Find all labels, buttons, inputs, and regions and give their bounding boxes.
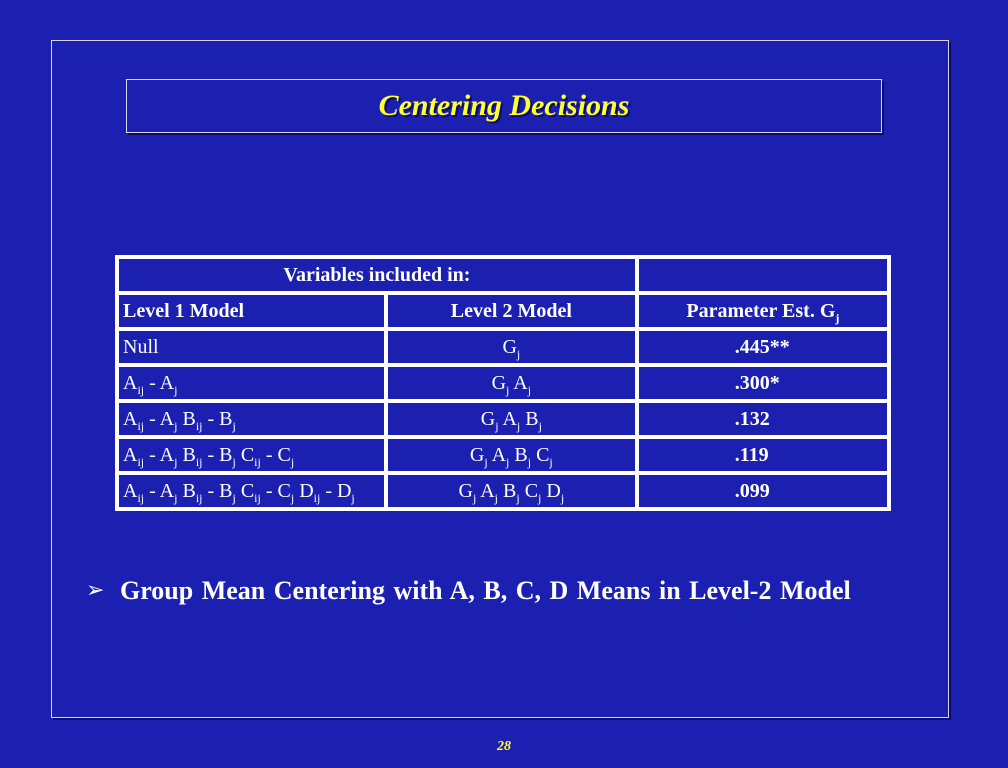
table-row: [117, 437, 889, 473]
cell-subscript: j: [174, 490, 178, 505]
cell-subscript: j: [516, 490, 520, 505]
cell-term: C: [531, 443, 550, 466]
cell-term: D: [294, 479, 314, 502]
level1-model-cell: [117, 401, 386, 437]
cell-term: C: [235, 479, 255, 502]
cell-subscript: j: [232, 418, 236, 433]
level2-model-cell: [386, 329, 637, 365]
cell-term: - B: [202, 443, 233, 466]
cell-term: C: [519, 479, 539, 502]
cell-term: - C: [260, 443, 291, 466]
page-number: 28: [497, 739, 511, 754]
header-parameter-est-sub: j: [835, 310, 840, 325]
cell-subscript: ij: [195, 418, 203, 433]
cell-subscript: j: [527, 454, 532, 469]
parameter-estimate-value: .300*: [734, 371, 780, 394]
cell-subscript: j: [549, 454, 553, 469]
cell-term: C: [235, 443, 255, 466]
cell-subscript: j: [527, 382, 532, 397]
cell-term: - A: [144, 479, 175, 502]
cell-subscript: j: [484, 454, 488, 469]
cell-subscript: j: [232, 490, 236, 505]
cell-subscript: j: [174, 382, 178, 397]
cell-term: G: [491, 371, 507, 394]
cell-subscript: j: [290, 454, 295, 469]
parameter-estimate-value: .119: [734, 443, 769, 466]
level1-model-cell: [117, 473, 386, 509]
parameter-estimate-cell: [637, 329, 889, 365]
slide-title: Centering Decisions: [378, 89, 630, 122]
arrow-bullet-icon: ➢: [86, 578, 105, 603]
cell-term: A: [476, 479, 495, 502]
cell-term: G: [469, 443, 485, 466]
level2-model-cell: [386, 401, 637, 437]
cell-subscript: j: [516, 418, 521, 433]
cell-subscript: j: [174, 418, 178, 433]
title-box: [126, 79, 882, 133]
level1-model-cell: [117, 365, 386, 401]
cell-term: - B: [202, 407, 233, 430]
cell-subscript: j: [232, 454, 236, 469]
level2-model-cell: [386, 365, 637, 401]
table-row: [117, 365, 889, 401]
cell-term: - A: [144, 443, 175, 466]
parameter-estimate-cell: [637, 473, 889, 509]
header-parameter-est-label: Parameter Est. G: [686, 299, 836, 322]
cell-term: A: [123, 479, 138, 502]
cell-term: - D: [320, 479, 352, 502]
parameter-estimate-cell: [637, 437, 889, 473]
parameter-estimate-value: .099: [734, 479, 770, 502]
cell-subscript: j: [495, 418, 499, 433]
cell-term: A: [123, 443, 138, 466]
cell-term: B: [498, 479, 517, 502]
header-blank-cell: [637, 257, 889, 293]
cell-subscript: ij: [137, 490, 145, 505]
cell-subscript: ij: [195, 490, 203, 505]
level1-model-cell: [117, 329, 386, 365]
cell-term: G: [502, 335, 517, 358]
cell-term: - C: [260, 479, 291, 502]
cell-subscript: j: [506, 382, 510, 397]
cell-subscript: j: [560, 490, 565, 505]
level1-model-cell: [117, 437, 386, 473]
cell-term: G: [458, 479, 473, 502]
header-variables-included: Variables included in:: [117, 257, 637, 293]
table-body: [117, 329, 889, 509]
cell-term: - A: [144, 371, 175, 394]
cell-subscript: j: [506, 454, 510, 469]
parameter-estimate-cell: [637, 365, 889, 401]
cell-term: A: [123, 371, 138, 394]
cell-term: - A: [144, 407, 175, 430]
cell-term: B: [520, 407, 539, 430]
cell-subscript: ij: [137, 454, 145, 469]
cell-subscript: j: [538, 490, 542, 505]
cell-subscript: j: [351, 490, 355, 505]
cell-subscript: ij: [195, 454, 203, 469]
cell-subscript: ij: [137, 382, 145, 397]
cell-subscript: ij: [254, 454, 261, 469]
cell-term: B: [177, 407, 196, 430]
cell-term: Null: [123, 335, 159, 358]
table-row: [117, 473, 889, 509]
parameter-estimate-cell: [637, 401, 889, 437]
cell-term: A: [509, 371, 528, 394]
table-row: [117, 401, 889, 437]
cell-subscript: j: [494, 490, 498, 505]
cell-subscript: j: [472, 490, 477, 505]
cell-term: B: [177, 443, 196, 466]
cell-term: D: [541, 479, 561, 502]
parameter-estimate-value: .445**: [734, 335, 790, 358]
cell-term: B: [177, 479, 196, 502]
cell-term: A: [123, 407, 138, 430]
cell-term: A: [498, 407, 517, 430]
level2-model-cell: [386, 437, 637, 473]
cell-subscript: ij: [254, 490, 261, 505]
cell-subscript: j: [174, 454, 178, 469]
cell-term: G: [480, 407, 496, 430]
level2-model-cell: [386, 473, 637, 509]
table-header-row-2: [117, 293, 889, 329]
header-level2-model: Level 2 Model: [386, 293, 637, 329]
bullet-text: Group Mean Centering with A, B, C, D Means in Level-2 Model: [120, 576, 851, 605]
table-header-row-1: [117, 257, 889, 293]
bullet-point: [86, 574, 886, 608]
cell-subscript: j: [290, 490, 295, 505]
cell-subscript: j: [516, 346, 521, 361]
cell-subscript: ij: [313, 490, 321, 505]
cell-term: A: [487, 443, 507, 466]
results-table: [115, 255, 891, 511]
parameter-estimate-value: .132: [734, 407, 770, 430]
cell-term: B: [509, 443, 528, 466]
cell-subscript: ij: [137, 418, 145, 433]
cell-subscript: j: [538, 418, 542, 433]
header-level1-model: Level 1 Model: [117, 293, 386, 329]
table-row: [117, 329, 889, 365]
cell-term: - B: [202, 479, 233, 502]
header-parameter-est: [637, 293, 889, 329]
